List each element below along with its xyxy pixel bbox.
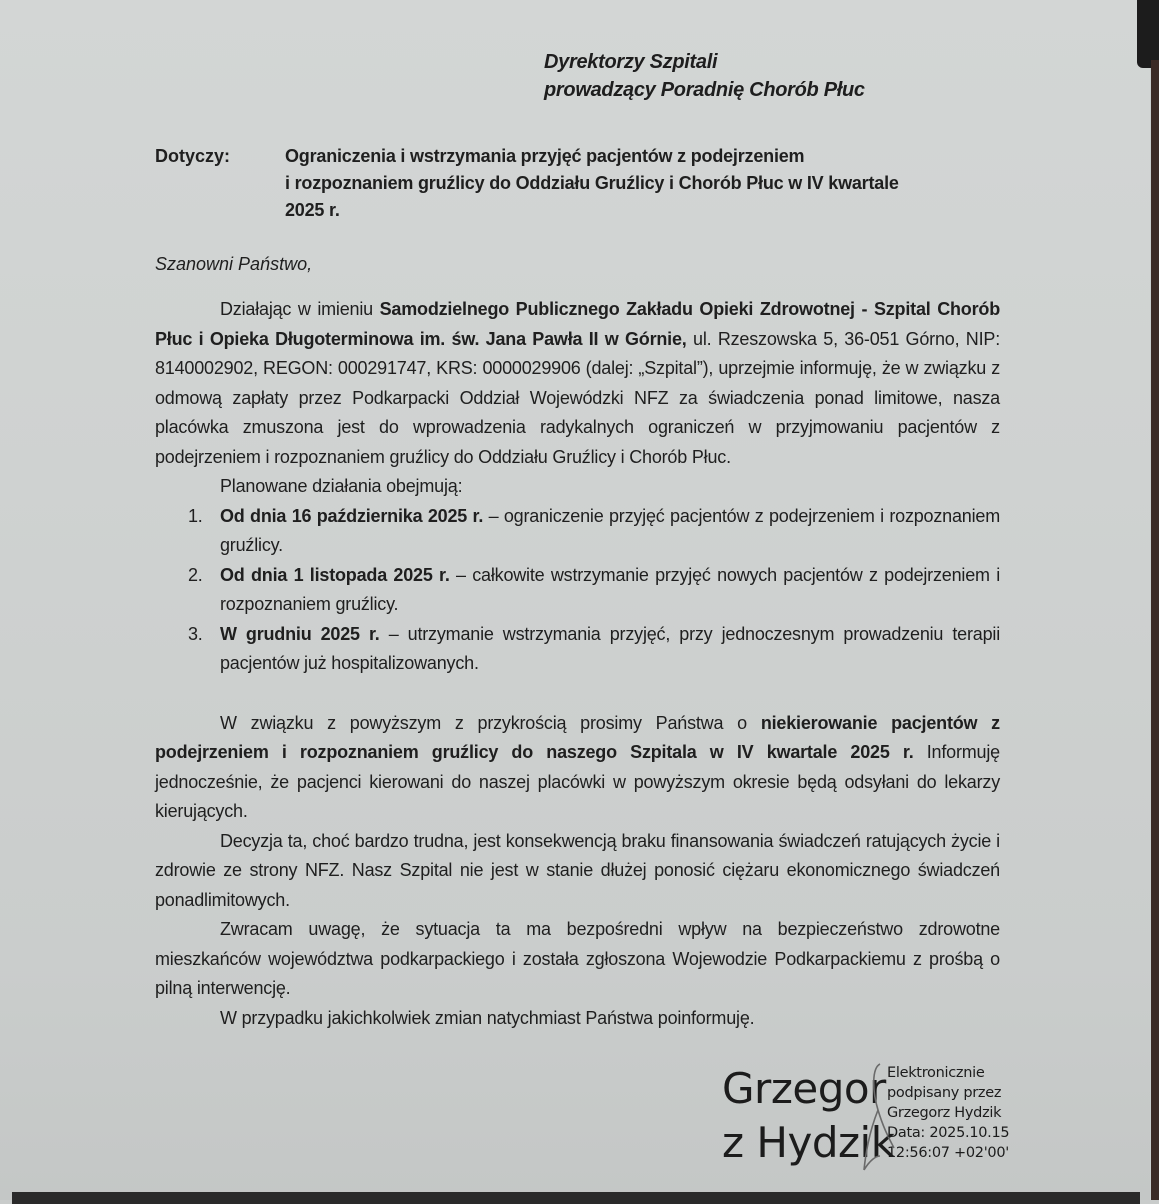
action-date: W grudniu 2025 r. — [220, 623, 380, 644]
signature-detail-line: Elektronicznie — [887, 1065, 985, 1081]
request-tail: Informuję jednocześnie, że pacjenci kierowani do naszej placówki w powyższym okresie będą odsyłani do lekarzy kierujących. — [155, 742, 1000, 821]
recipient-line-2: prowadzący Poradnię Chorób Płuc — [544, 79, 865, 101]
action-item — [188, 561, 1000, 620]
action-text: – ograniczenie przyjęć pacjentów z podejrzeniem i rozpoznaniem gruźlicy. — [220, 505, 1000, 555]
action-number: 1. — [188, 505, 203, 526]
action-date: Od dnia 1 listopada 2025 r. — [220, 564, 450, 585]
greeting: Szanowni Państwo, — [155, 254, 313, 274]
paragraph-gap — [155, 679, 1000, 709]
action-number: 3. — [188, 623, 203, 644]
subject-line-2: i rozpoznaniem gruźlicy do Oddziału Gruźlicy i Chorób Płuc w IV kwartale — [285, 173, 899, 193]
intro-address: ul. Rzeszowska 5, 36-051 Górno, NIP: 8140002902, REGON: 000291747, KRS: 0000029906 (dalej: „Szpital”), uprzejmie informuję, że w związku z odmową zapłaty przez Podkarpacki Oddział Wojewódzki NFZ za świadczenia ponad limitowe, nasza placówka zmuszona jest do wprowadzenia radykalnych ograniczeń w przyjmowaniu pacjentów z podejrzeniem i rozpoznaniem gruźlicy do Oddziału Gruźlicy i Chorób Płuc. — [155, 328, 1000, 467]
decision-paragraph: Decyzja ta, choć bardzo trudna, jest konsekwencją braku finansowania świadczeń ratujących życie i zdrowie ze strony NFZ. Nasz Szpital nie jest w stanie dłużej ponosić ciężaru ekonomicznego świadczeń ponadlimitowych. — [155, 830, 1000, 910]
signature-detail-line: Data: 2025.10.15 — [887, 1125, 1010, 1141]
page-edge — [1151, 60, 1159, 1200]
action-item — [188, 502, 1000, 561]
signature-detail-line: podpisany przez — [887, 1085, 1002, 1101]
signature-detail-line: Grzegorz Hydzik — [887, 1105, 1002, 1121]
bleed-through-text — [75, 60, 79, 76]
closing-paragraph: W przypadku jakichkolwiek zmian natychmiast Państwa poinformuję. — [220, 1007, 755, 1028]
recipient-block — [544, 48, 865, 104]
letter-body — [155, 295, 1000, 1033]
action-text: – utrzymanie wstrzymania przyjęć, przy jednoczesnym prowadzeniu terapii pacjentów już hospitalizowanych. — [220, 623, 1000, 673]
planned-actions-label: Planowane działania obejmują: — [220, 476, 463, 496]
recipient-line-1: Dyrektorzy Szpitali — [544, 51, 718, 73]
signature-detail-line: 12:56:07 +02'00' — [887, 1145, 1009, 1161]
request-lead: W związku z powyższym z przykrością prosimy Państwa o — [220, 712, 761, 733]
footer-bar — [12, 1192, 1140, 1204]
request-bold: niekierowanie pacjentów z podejrzeniem i rozpoznaniem gruźlicy do naszego Szpitala w IV kwartale 2025 r. — [155, 712, 1000, 762]
action-item — [188, 620, 1000, 679]
intro-paragraph — [155, 295, 1000, 472]
signature-details — [887, 1063, 1009, 1163]
action-text: – całkowite wstrzymanie przyjęć nowych pacjentów z podejrzeniem i rozpoznaniem gruźlicy. — [220, 564, 1000, 614]
action-date: Od dnia 16 października 2025 r. — [220, 505, 484, 526]
request-paragraph — [155, 709, 1000, 827]
subject-text — [285, 143, 1000, 224]
action-number: 2. — [188, 564, 203, 585]
subject-block — [155, 143, 1015, 224]
corner-shadow — [1137, 0, 1159, 68]
actions-list — [155, 502, 1000, 679]
attention-paragraph: Zwracam uwagę, że sytuacja ta ma bezpośredni wpływ na bezpieczeństwo zdrowotne mieszkańców województwa podkarpackiego i została zgłoszona Wojewodzie Podkarpackiemu z prośbą o pilną interwencję. — [155, 919, 1000, 998]
intro-lead: Działając w imieniu — [220, 299, 380, 319]
subject-label: Dotyczy: — [155, 146, 231, 166]
signature-name-line-2: z Hydzik — [722, 1118, 895, 1167]
institution-name: Samodzielnego Publicznego Zakładu Opieki Zdrowotnej - Szpital Chorób Płuc i Opieka Długoterminowa im. św. Jana Pawła II w Górnie, — [155, 299, 1000, 349]
subject-line-3: 2025 r. — [285, 200, 340, 220]
subject-line-1: Ograniczenia i wstrzymania przyjęć pacjentów z podejrzeniem — [285, 146, 805, 166]
signature-name-line-1: Grzegor — [722, 1064, 886, 1113]
